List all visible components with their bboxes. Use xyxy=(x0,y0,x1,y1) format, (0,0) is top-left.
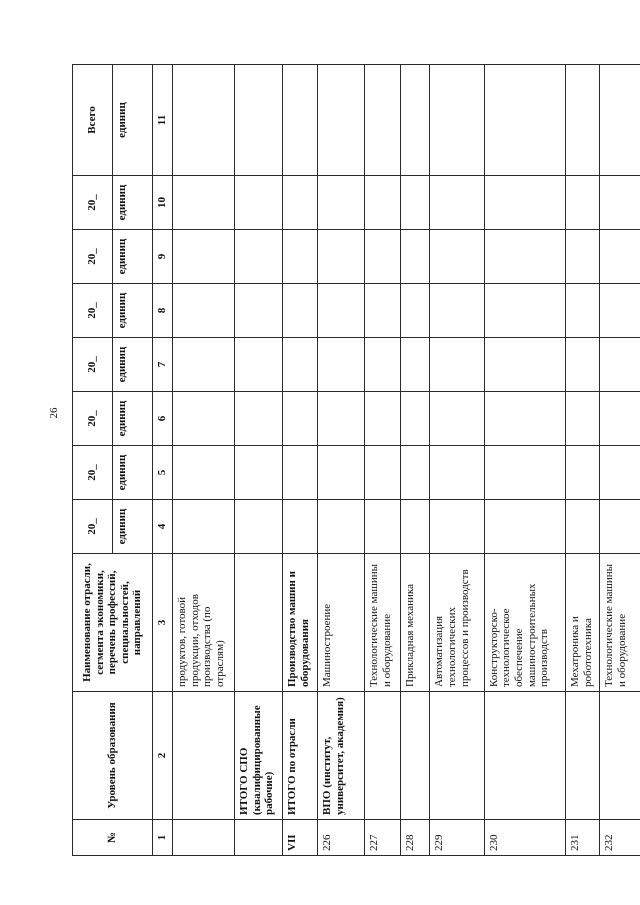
row-name: Автоматизация технологических процессов и производств xyxy=(430,554,484,692)
value-cell xyxy=(365,338,401,392)
column-number: 8 xyxy=(153,284,173,338)
column-number: 9 xyxy=(153,230,173,284)
row-name: Мехатроника и робототехника xyxy=(565,554,599,692)
value-cell xyxy=(282,65,317,176)
value-cell xyxy=(600,176,640,230)
value-cell xyxy=(318,392,365,446)
value-cell xyxy=(401,446,430,500)
value-cell xyxy=(401,500,430,554)
value-cell xyxy=(234,284,282,338)
row-name: Технологические машины и оборудование xyxy=(600,554,640,692)
row-level: ИТОГО СПО (квалифицированные рабочие) xyxy=(234,692,282,820)
value-cell xyxy=(600,446,640,500)
value-cell xyxy=(173,230,235,284)
row-level xyxy=(401,692,430,820)
value-cell xyxy=(234,230,282,284)
value-cell xyxy=(173,284,235,338)
value-cell xyxy=(401,338,430,392)
row-level xyxy=(430,692,484,820)
unit-cell: единиц xyxy=(113,230,153,284)
value-cell xyxy=(234,500,282,554)
column-number: 7 xyxy=(153,338,173,392)
column-number: 1 xyxy=(153,820,173,856)
value-cell xyxy=(365,446,401,500)
header-year-2: 20_ xyxy=(73,446,113,500)
table-row xyxy=(173,65,235,856)
value-cell xyxy=(430,338,484,392)
unit-cell: единиц xyxy=(113,500,153,554)
value-cell xyxy=(365,284,401,338)
value-cell xyxy=(173,65,235,176)
table-row xyxy=(565,65,599,856)
row-level: ИТОГО по отрасли xyxy=(282,692,317,820)
value-cell xyxy=(282,284,317,338)
row-level xyxy=(565,692,599,820)
table-row xyxy=(318,65,365,856)
table-row xyxy=(282,65,317,856)
row-level xyxy=(173,692,235,820)
table-row xyxy=(365,65,401,856)
header-year-1: 20_ xyxy=(73,500,113,554)
row-num: VII xyxy=(282,820,317,856)
value-cell xyxy=(318,284,365,338)
value-cell xyxy=(365,65,401,176)
row-level xyxy=(600,692,640,820)
row-num: 227 xyxy=(365,820,401,856)
value-cell xyxy=(173,176,235,230)
value-cell xyxy=(282,446,317,500)
value-cell xyxy=(173,338,235,392)
value-cell xyxy=(173,446,235,500)
value-cell xyxy=(234,446,282,500)
header-year-5: 20_ xyxy=(73,284,113,338)
value-cell xyxy=(401,392,430,446)
table-row xyxy=(484,65,565,856)
value-cell xyxy=(565,500,599,554)
column-number: 6 xyxy=(153,392,173,446)
row-num xyxy=(234,820,282,856)
column-number: 3 xyxy=(153,554,173,692)
row-level xyxy=(365,692,401,820)
value-cell xyxy=(484,230,565,284)
unit-cell: единиц xyxy=(113,338,153,392)
value-cell xyxy=(401,284,430,338)
value-cell xyxy=(401,65,430,176)
header-num: № xyxy=(73,820,153,856)
value-cell xyxy=(318,338,365,392)
value-cell xyxy=(318,176,365,230)
value-cell xyxy=(430,392,484,446)
row-name: Прикладная механика xyxy=(401,554,430,692)
unit-cell: единиц xyxy=(113,284,153,338)
row-num: 231 xyxy=(565,820,599,856)
value-cell xyxy=(484,392,565,446)
row-level xyxy=(484,692,565,820)
row-num: 226 xyxy=(318,820,365,856)
unit-cell: единиц xyxy=(113,65,153,176)
header-level: Уровень образования xyxy=(73,692,153,820)
value-cell xyxy=(600,392,640,446)
row-num: 230 xyxy=(484,820,565,856)
row-num: 228 xyxy=(401,820,430,856)
value-cell xyxy=(600,284,640,338)
column-number: 2 xyxy=(153,692,173,820)
value-cell xyxy=(430,284,484,338)
value-cell xyxy=(282,500,317,554)
column-number-row xyxy=(153,65,173,856)
row-name: Машиностроение xyxy=(318,554,365,692)
unit-cell: единиц xyxy=(113,392,153,446)
value-cell xyxy=(600,500,640,554)
value-cell xyxy=(318,230,365,284)
row-name: Технологические машины и оборудование xyxy=(365,554,401,692)
data-table xyxy=(72,64,640,856)
header-total: Всего xyxy=(73,65,113,176)
value-cell xyxy=(565,338,599,392)
value-cell xyxy=(484,446,565,500)
unit-cell: единиц xyxy=(113,446,153,500)
value-cell xyxy=(430,500,484,554)
value-cell xyxy=(600,230,640,284)
value-cell xyxy=(365,230,401,284)
value-cell xyxy=(484,65,565,176)
row-name: продуктов, готовой продукции, отходов производства (по отраслям) xyxy=(173,554,235,692)
value-cell xyxy=(318,65,365,176)
value-cell xyxy=(173,500,235,554)
value-cell xyxy=(600,65,640,176)
row-num xyxy=(173,820,235,856)
value-cell xyxy=(234,176,282,230)
header-year-6: 20_ xyxy=(73,230,113,284)
column-number: 10 xyxy=(153,176,173,230)
value-cell xyxy=(430,230,484,284)
row-name xyxy=(234,554,282,692)
header-name: Наименование отрасли, сегмента экономики, перечень профессий, специальностей, направлений xyxy=(73,554,153,692)
value-cell xyxy=(430,446,484,500)
table-row xyxy=(234,65,282,856)
value-cell xyxy=(484,500,565,554)
value-cell xyxy=(565,176,599,230)
value-cell xyxy=(430,65,484,176)
value-cell xyxy=(430,176,484,230)
unit-cell: единиц xyxy=(113,176,153,230)
rotated-table-frame xyxy=(72,71,640,856)
value-cell xyxy=(234,65,282,176)
value-cell xyxy=(318,500,365,554)
value-cell xyxy=(600,338,640,392)
value-cell xyxy=(282,392,317,446)
header-year-4: 20_ xyxy=(73,338,113,392)
value-cell xyxy=(234,392,282,446)
header-row xyxy=(73,65,113,856)
value-cell xyxy=(484,284,565,338)
row-level: ВПО (институт, университет, академия) xyxy=(318,692,365,820)
page-number: 26 xyxy=(48,407,60,419)
value-cell xyxy=(484,176,565,230)
value-cell xyxy=(565,392,599,446)
row-name: Производство машин и оборудования xyxy=(282,554,317,692)
table-row xyxy=(600,65,640,856)
table-row xyxy=(430,65,484,856)
value-cell xyxy=(565,446,599,500)
value-cell xyxy=(318,446,365,500)
value-cell xyxy=(282,338,317,392)
value-cell xyxy=(365,500,401,554)
value-cell xyxy=(282,230,317,284)
value-cell xyxy=(565,65,599,176)
row-num: 229 xyxy=(430,820,484,856)
column-number: 4 xyxy=(153,500,173,554)
value-cell xyxy=(401,230,430,284)
value-cell xyxy=(401,176,430,230)
row-name: Конструкторско-технологическое обеспечение машиностроительных производств xyxy=(484,554,565,692)
value-cell xyxy=(484,338,565,392)
value-cell xyxy=(365,176,401,230)
value-cell xyxy=(282,176,317,230)
value-cell xyxy=(565,230,599,284)
column-number: 5 xyxy=(153,446,173,500)
header-year-7: 20_ xyxy=(73,176,113,230)
value-cell xyxy=(234,338,282,392)
column-number: 11 xyxy=(153,65,173,176)
header-year-3: 20_ xyxy=(73,392,113,446)
value-cell xyxy=(173,392,235,446)
table-row xyxy=(401,65,430,856)
row-num: 232 xyxy=(600,820,640,856)
value-cell xyxy=(565,284,599,338)
value-cell xyxy=(365,392,401,446)
